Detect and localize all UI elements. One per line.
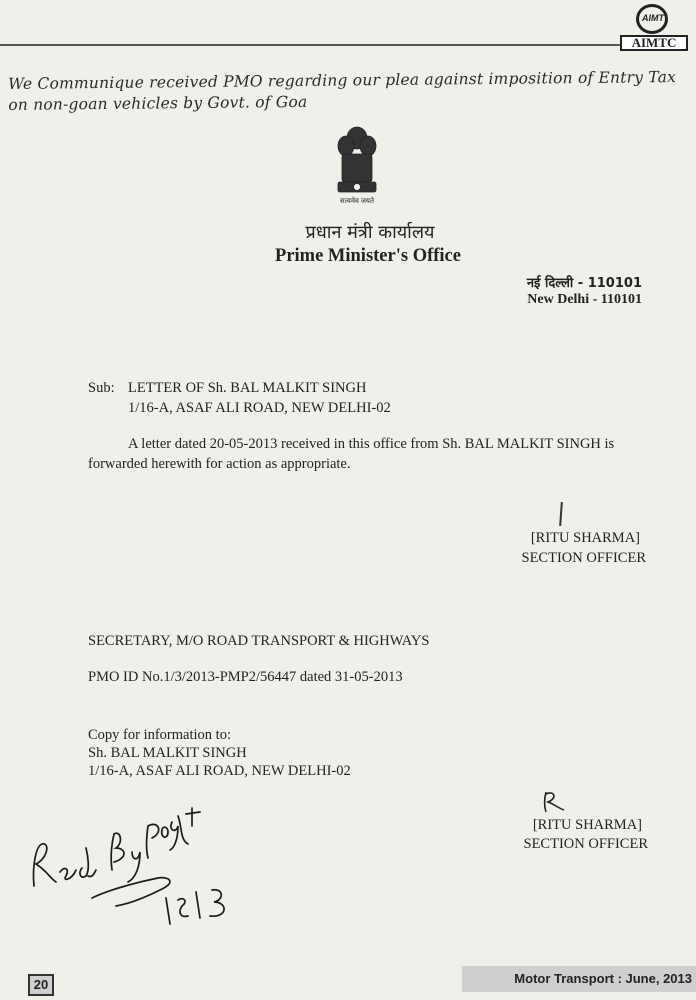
pmo-id-line: PMO ID No.1/3/2013-PMP2/56447 dated 31-05-2013 — [88, 669, 403, 685]
recipient-line: SECRETARY, M/O ROAD TRANSPORT & HIGHWAYS — [88, 633, 430, 649]
subject-label: Sub: — [88, 380, 115, 396]
aimtc-logo — [616, 4, 692, 52]
subject-line-1: LETTER OF Sh. BAL MALKIT SINGH — [128, 380, 367, 396]
subject-line-2: 1/16-A, ASAF ALI ROAD, NEW DELHI-02 — [128, 400, 391, 416]
footer-publication: Motor Transport : June, 2013 — [514, 971, 692, 986]
copy-name: Sh. BAL MALKIT SINGH — [88, 745, 247, 761]
signatory-title: SECTION OFFICER — [521, 550, 646, 566]
address-hindi: नई दिल्ली - 110101 — [526, 276, 642, 291]
letterhead-title-english: Prime Minister's Office — [275, 246, 461, 266]
address-english: New Delhi - 110101 — [527, 292, 642, 307]
copy-label: Copy for information to: — [88, 727, 231, 743]
logo-emblem-text: AIMT — [642, 13, 664, 23]
signature-initial-mark — [538, 788, 570, 816]
header-divider — [0, 44, 620, 46]
signature-stroke — [559, 502, 563, 526]
emblem-motto: सत्यमेव जयते — [340, 197, 374, 205]
signatory-title: SECTION OFFICER — [523, 836, 648, 852]
handwritten-received-note — [28, 786, 248, 926]
signatory-name: [RITU SHARMA] — [532, 817, 642, 833]
letter-body: A letter dated 20-05-2013 received in this office from Sh. BAL MALKIT SINGH is forwarded herewith for action as appropriate. — [88, 436, 615, 472]
signatory-name: [RITU SHARMA] — [530, 530, 640, 546]
intro-caption: We Communique received PMO regarding our plea against imposition of Entry Tax on non-goan vehicles by Govt. of Goa — [8, 68, 677, 114]
copy-address: 1/16-A, ASAF ALI ROAD, NEW DELHI-02 — [88, 763, 351, 779]
logo-badge: AIMTC — [620, 35, 688, 51]
letterhead-title-hindi: प्रधान मंत्री कार्यालय — [305, 222, 435, 243]
page-number: 20 — [28, 974, 54, 996]
